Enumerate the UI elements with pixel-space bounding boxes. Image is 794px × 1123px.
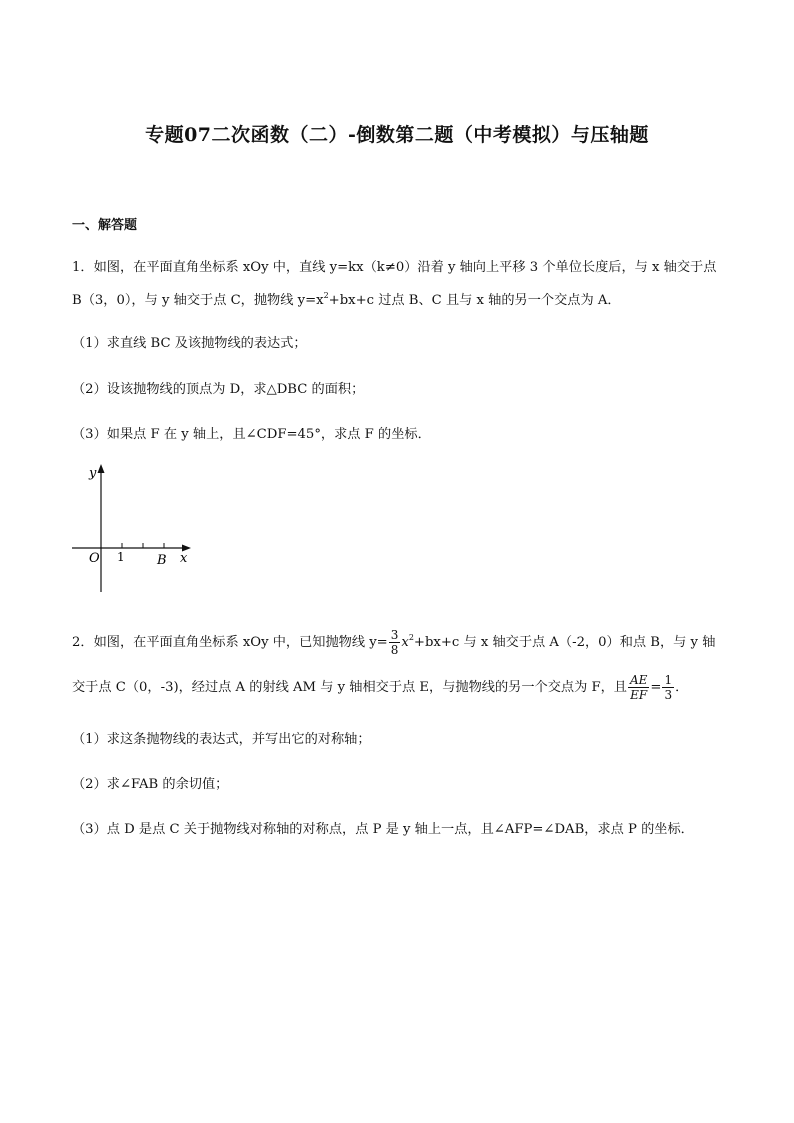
x-axis-label: x (180, 551, 188, 566)
q2-ratio-denominator: EF (630, 688, 648, 702)
q2-coef-denominator: 8 (390, 643, 399, 657)
q2-stem-line2-a: 交于点 C（0，-3)，经过点 A 的射线 AM 与 y 轴相交于点 E，与抛物线的另一个交点为 F，且 (72, 680, 627, 695)
q2-ratio-fraction (628, 673, 649, 702)
q1-stem-line2-b: +bx+c 过点 B、C 且与 x 轴的另一个交点为 A． (328, 293, 621, 308)
q1-stem-line1: 1．如图，在平面直角坐标系 xOy 中，直线 y=kx（k≠0）沿着 y 轴向上平移 3 个单位长度后，与 x 轴交于点 (72, 260, 717, 275)
q2-stem-line1-b: +bx+c 与 x 轴交于点 A（-2，0）和点 B，与 y 轴 (413, 635, 716, 650)
q2-part2: （2）求∠FAB 的余切值； (72, 777, 229, 792)
point-b-label: B (157, 553, 167, 568)
q1-stem-line2-a: B（3，0），与 y 轴交于点 C，抛物线 y=x (72, 293, 324, 308)
q1-part3: （3）如果点 F 在 y 轴上，且∠CDF=45°，求点 F 的坐标． (72, 427, 431, 442)
q2-ratio-numerator: AE (629, 673, 648, 687)
q2-stem-line1-a: 2．如图，在平面直角坐标系 xOy 中，已知抛物线 y= (72, 635, 388, 650)
q2-coef-numerator: 3 (390, 628, 399, 642)
q2-stem-line2 (72, 673, 688, 702)
q2-value-numerator: 1 (664, 673, 673, 687)
q2-x-variable: x (401, 635, 409, 650)
q2-end-period: ． (675, 680, 689, 695)
q2-stem-line1 (72, 628, 715, 657)
y-axis-label: y (89, 466, 97, 481)
q1-exponent: 2 (323, 291, 329, 300)
q2-part3: （3）点 D 是点 C 关于抛物线对称轴的对称点，点 P 是 y 轴上一点，且∠AFP=∠DAB，求点 P 的坐标． (72, 822, 694, 837)
q1-part2: （2）设该抛物线的顶点为 D，求△DBC 的面积； (72, 382, 365, 397)
q2-equals: = (650, 680, 662, 695)
origin-label: O (89, 551, 100, 566)
q2-value-denominator: 3 (664, 688, 673, 702)
q1-part1: （1）求直线 BC 及该抛物线的表达式； (72, 336, 307, 351)
q2-coefficient-fraction (389, 628, 401, 657)
section-heading: 一、解答题 (72, 218, 138, 233)
y-axis-arrow (98, 464, 105, 473)
q2-value-fraction (662, 673, 674, 702)
q1-stem-line2 (72, 289, 621, 308)
q2-part1: （1）求这条抛物线的表达式，并写出它的对称轴； (72, 732, 371, 747)
q1-coordinate-figure (60, 460, 210, 600)
q2-exponent: 2 (408, 633, 414, 642)
unit-label: 1 (117, 550, 125, 564)
page-title: 专题07二次函数（二）-倒数第二题（中考模拟）与压轴题 (145, 124, 649, 146)
